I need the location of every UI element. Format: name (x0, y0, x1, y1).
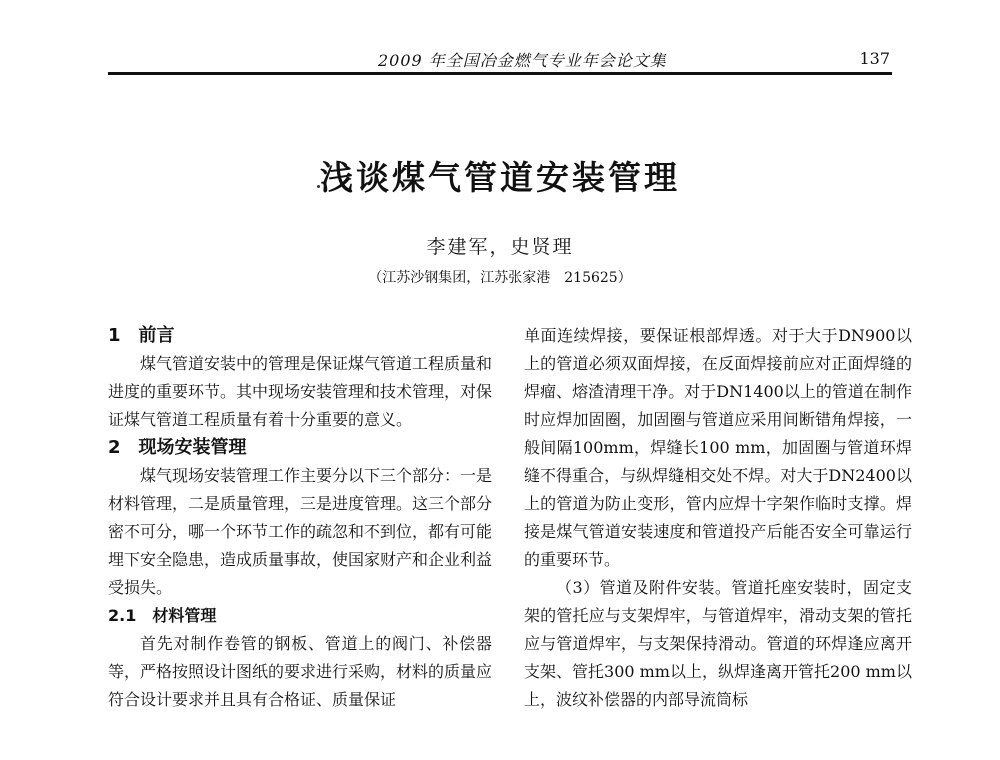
material-paragraph: 首先对制作卷管的钢板、管道上的阀门、补偿器等，严格按照设计图纸的要求进行采购，材料的质量应符合设计要求并且具有合格证、质量保证 (108, 634, 493, 709)
pipe-installation-paragraph: （3）管道及附件安装。管道托座安装时，固定支架的管托应与支架焊牢，与管道焊牢，滑动支架的管托应与管道焊牢，与支架保持滑动。管道的环焊逢应离开支架、管托300 mm以上，纵焊逢离开管托200 mm以上，波纹补偿器的内部导流筒标 (524, 578, 912, 709)
section-heading-site-management: 2 现场安装管理 (108, 437, 247, 458)
authors: 李建军，史贤理 (426, 236, 574, 258)
site-management-paragraph: 煤气现场安装管理工作主要分以下三个部分：一是材料管理，二是质量管理，三是进度管理。这三个部分密不可分，哪一个环节工作的疏忽和不到位，都有可能埋下安全隐患，造成质量事故，使国家财产和企业利益受损失。 (108, 466, 493, 597)
page-number: 137 (859, 49, 890, 68)
paper-title: 浅谈煤气管道安装管理 (320, 158, 680, 197)
running-header (108, 44, 892, 75)
title-dot (317, 185, 320, 188)
affiliation: （江苏沙钢集团，江苏张家港 215625） (368, 270, 632, 286)
left-column (108, 322, 492, 714)
section-heading-intro: 1 前言 (108, 325, 175, 346)
subsection-heading-material: 2.1 材料管理 (108, 606, 217, 625)
right-column (524, 322, 912, 714)
welding-paragraph: 单面连续焊接，要保证根部焊透。对于大于DN900以上的管道必须双面焊接，在反面焊接前应对正面焊缝的焊瘤、熔渣清理干净。对于DN1400以上的管道在制作时应焊加固圈，加固圈与管道应采用间断错角焊接，一般间隔100mm，焊缝长100 mm，加固圈与管道环焊缝不得重合，与纵焊缝相交处不焊。对大于DN2400以上的管道为防止变形，管内应焊十字架作临时支撑。焊接是煤气管道安装速度和管道投产后能否安全可靠运行的重要环节。 (524, 326, 912, 569)
journal-title: 2009 年全国冶金燃气专业年会论文集 (378, 51, 667, 70)
intro-paragraph: 煤气管道安装中的管理是保证煤气管道工程质量和进度的重要环节。其中现场安装管理和技术管理，对保证煤气管道工程质量有着十分重要的意义。 (108, 354, 493, 429)
